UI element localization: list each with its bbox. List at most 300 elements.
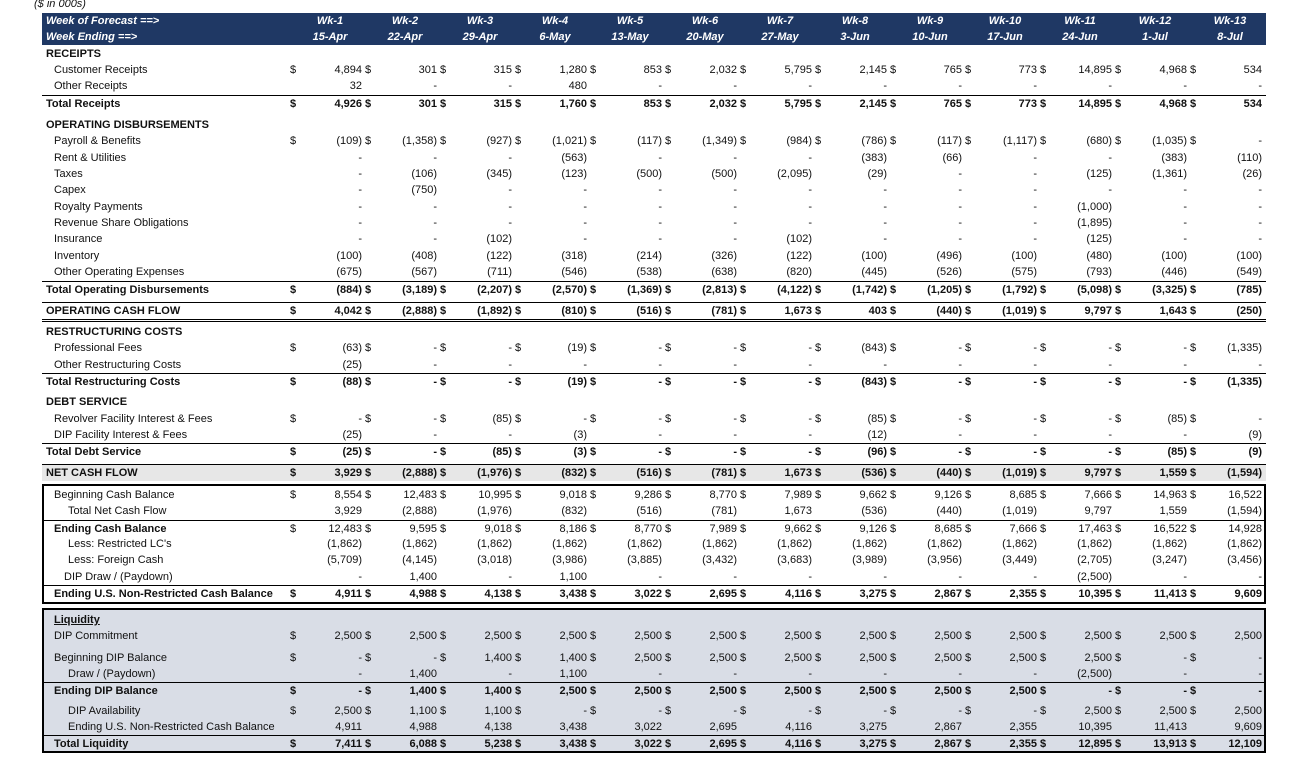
value-cell: 9,595 [409, 523, 437, 535]
value-cell: 2,695 [709, 738, 737, 750]
value-cell: 2,500 [334, 705, 362, 717]
dollar-sign: $ [365, 305, 372, 317]
dollar-sign: $ [290, 135, 297, 147]
value-cell: 1,400 [484, 685, 512, 697]
value-cell: (214) [636, 250, 662, 262]
value-cell: - [508, 429, 512, 441]
row-label: Rent & Utilities [54, 152, 127, 164]
value-cell: (516) [636, 467, 662, 479]
value-cell: (516) [636, 505, 662, 517]
value-cell: (516) [636, 305, 662, 317]
value-cell: - [358, 184, 362, 196]
dollar-sign: $ [515, 135, 522, 147]
dollar-sign: $ [365, 413, 372, 425]
header-week-13: Wk-13 [1213, 15, 1247, 27]
value-cell: - [583, 359, 587, 371]
dollar-sign: $ [290, 342, 297, 354]
dollar-sign: $ [515, 342, 522, 354]
value-cell: - [433, 201, 437, 213]
dollar-sign: $ [440, 305, 447, 317]
value-cell: - [433, 376, 437, 388]
value-cell: 1,400 [409, 668, 437, 680]
value-cell: - [1183, 685, 1187, 697]
value-cell: - [358, 168, 362, 180]
value-cell: - [958, 217, 962, 229]
value-cell: - [883, 184, 887, 196]
row-label: Other Operating Expenses [54, 266, 185, 278]
value-cell: 2,500 [934, 652, 962, 664]
value-cell: (4,122) [777, 284, 812, 296]
value-cell: 2,500 [1009, 630, 1037, 642]
table-row [42, 215, 1266, 231]
value-cell: - [658, 705, 662, 717]
header-week-3: Wk-3 [466, 15, 494, 27]
value-cell: (383) [861, 152, 887, 164]
value-cell: (1,862) [1227, 538, 1262, 550]
dollar-sign: $ [890, 738, 897, 750]
dollar-sign: $ [590, 284, 597, 296]
value-cell: - [808, 217, 812, 229]
value-cell: 4,988 [409, 588, 437, 600]
value-cell: (63) [342, 342, 362, 354]
value-cell: - [358, 413, 362, 425]
dollar-sign: $ [740, 467, 747, 479]
value-cell: - [958, 668, 962, 680]
value-cell: 2,500 [634, 652, 662, 664]
header-forecast-label: Week of Forecast ==> [46, 15, 160, 27]
dollar-sign: $ [1115, 652, 1122, 664]
value-cell: (100) [1236, 250, 1262, 262]
dollar-sign: $ [515, 685, 522, 697]
value-cell: 9,797 [1084, 505, 1112, 517]
value-cell: - [808, 429, 812, 441]
dollar-sign: $ [815, 413, 822, 425]
dollar-sign: $ [590, 489, 597, 501]
value-cell: (810) [561, 305, 587, 317]
dollar-sign: $ [365, 135, 372, 147]
row-label: Less: Restricted LC's [68, 538, 172, 550]
value-cell: 3,022 [634, 588, 662, 600]
value-cell: (1,862) [627, 538, 662, 550]
dollar-sign: $ [365, 588, 372, 600]
table-row [42, 357, 1266, 373]
value-cell: 1,400 [409, 571, 437, 583]
value-cell: - [1258, 668, 1262, 680]
value-cell: 2,500 [559, 685, 587, 697]
table-row [42, 199, 1266, 215]
value-cell: - [733, 201, 737, 213]
dollar-sign: $ [365, 376, 372, 388]
value-cell: 3,929 [334, 505, 362, 517]
dollar-sign: $ [290, 523, 297, 535]
table-row [42, 166, 1266, 182]
dollar-sign: $ [1040, 467, 1047, 479]
value-cell: (1,976) [477, 467, 512, 479]
dollar-sign: $ [890, 630, 897, 642]
dollar-sign: $ [665, 305, 672, 317]
value-cell: (12) [867, 429, 887, 441]
value-cell: (102) [786, 233, 812, 245]
value-cell: (785) [1236, 284, 1262, 296]
value-cell: (445) [861, 266, 887, 278]
dollar-sign: $ [515, 376, 522, 388]
value-cell: - [658, 376, 662, 388]
value-cell: 2,500 [1009, 685, 1037, 697]
value-cell: - [1183, 571, 1187, 583]
value-cell: - [883, 571, 887, 583]
value-cell: 9,018 [559, 489, 587, 501]
value-cell: - [808, 152, 812, 164]
dollar-sign: $ [1190, 588, 1197, 600]
value-cell: - [1108, 429, 1112, 441]
dollar-sign: $ [1040, 446, 1047, 458]
dollar-sign: $ [665, 376, 672, 388]
dollar-sign: $ [740, 738, 747, 750]
dollar-sign: $ [590, 342, 597, 354]
value-cell: 2,500 [1159, 630, 1187, 642]
dollar-sign: $ [740, 685, 747, 697]
value-cell: - [658, 80, 662, 92]
dollar-sign: $ [290, 376, 297, 388]
value-cell: (3,432) [702, 554, 737, 566]
value-cell: (1,361) [1152, 168, 1187, 180]
value-cell: - [658, 429, 662, 441]
dollar-sign: $ [365, 489, 372, 501]
header-week-11: Wk-11 [1064, 15, 1096, 27]
dollar-sign: $ [740, 305, 747, 317]
dollar-sign: $ [815, 489, 822, 501]
dollar-sign: $ [365, 446, 372, 458]
dollar-sign: $ [365, 342, 372, 354]
dollar-sign: $ [590, 446, 597, 458]
value-cell: (1,021) [552, 135, 587, 147]
dollar-sign: $ [1115, 523, 1122, 535]
dollar-sign: $ [965, 630, 972, 642]
value-cell: - [658, 152, 662, 164]
value-cell: (1,976) [477, 505, 512, 517]
value-cell: - [883, 80, 887, 92]
value-cell: (25) [342, 429, 362, 441]
dollar-sign: $ [590, 376, 597, 388]
value-cell: 9,126 [859, 523, 887, 535]
dollar-sign: $ [740, 284, 747, 296]
value-cell: 2,500 [784, 685, 812, 697]
value-cell: - [508, 571, 512, 583]
dollar-sign: $ [815, 588, 822, 600]
value-cell: - [1033, 201, 1037, 213]
dollar-sign: $ [965, 376, 972, 388]
value-cell: - [1033, 413, 1037, 425]
value-cell: 2,500 [484, 630, 512, 642]
value-cell: (1,862) [477, 538, 512, 550]
value-cell: 3,275 [859, 721, 887, 733]
value-cell: 2,500 [1084, 652, 1112, 664]
value-cell: (538) [636, 266, 662, 278]
value-cell: (3) [573, 429, 587, 441]
value-cell: 2,500 [634, 685, 662, 697]
value-cell: 853 [643, 64, 662, 76]
value-cell: (2,095) [777, 168, 812, 180]
dollar-sign: $ [815, 738, 822, 750]
value-cell: - [1258, 413, 1262, 425]
value-cell: (3,956) [927, 554, 962, 566]
dollar-sign: $ [1040, 413, 1047, 425]
dollar-sign: $ [815, 523, 822, 535]
dollar-sign: $ [515, 64, 522, 76]
value-cell: 2,867 [934, 721, 962, 733]
dollar-sign: $ [665, 489, 672, 501]
value-cell: (1,117) [1002, 135, 1037, 147]
value-cell: 4,138 [484, 588, 512, 600]
dollar-sign: $ [965, 284, 972, 296]
dollar-sign: $ [515, 413, 522, 425]
row-label: Total Net Cash Flow [68, 505, 167, 517]
value-cell: - [433, 80, 437, 92]
header-date-9: 10-Jun [912, 31, 948, 43]
value-cell: 14,895 [1078, 98, 1112, 110]
value-cell: (326) [711, 250, 737, 262]
dollar-sign: $ [1040, 98, 1047, 110]
value-cell: - [1258, 201, 1262, 213]
header-week-5: Wk-5 [616, 15, 644, 27]
table-row [42, 182, 1266, 198]
value-cell: 6,088 [409, 738, 437, 750]
value-cell: 2,500 [709, 652, 737, 664]
dollar-sign: $ [590, 64, 597, 76]
dollar-sign: $ [590, 305, 597, 317]
value-cell: (88) [342, 376, 362, 388]
header-date-8: 3-Jun [840, 31, 870, 43]
liquidity-box [42, 608, 1266, 753]
value-cell: 9,662 [784, 523, 812, 535]
value-cell: - [808, 359, 812, 371]
value-cell: 4,911 [335, 588, 362, 600]
value-cell: (250) [1236, 305, 1262, 317]
value-cell: - [1183, 359, 1187, 371]
dollar-sign: $ [1115, 446, 1122, 458]
unit-note: ($ in 000s) [34, 0, 86, 10]
value-cell: 2,145 [859, 98, 887, 110]
value-cell: (3,885) [627, 554, 662, 566]
value-cell: (500) [636, 168, 662, 180]
value-cell: 10,395 [1078, 588, 1112, 600]
dollar-sign: $ [590, 135, 597, 147]
value-cell: - [883, 201, 887, 213]
value-cell: - [1108, 359, 1112, 371]
value-cell: 534 [1243, 64, 1262, 76]
dollar-sign: $ [440, 652, 447, 664]
value-cell: 8,685 [1009, 489, 1037, 501]
dollar-sign: $ [740, 446, 747, 458]
value-cell: - [958, 80, 962, 92]
row-label: Liquidity [54, 614, 100, 626]
dollar-sign: $ [815, 705, 822, 717]
value-cell: 3,438 [559, 721, 587, 733]
dollar-sign: $ [1040, 342, 1047, 354]
value-cell: - [358, 233, 362, 245]
value-cell: (3) [573, 446, 587, 458]
value-cell: - [433, 233, 437, 245]
value-cell: (1,895) [1077, 217, 1112, 229]
dollar-sign: $ [515, 305, 522, 317]
dollar-sign: $ [1190, 705, 1197, 717]
dollar-sign: $ [515, 705, 522, 717]
header-date-3: 29-Apr [462, 31, 498, 43]
value-cell: (3,189) [402, 284, 437, 296]
value-cell: - [433, 446, 437, 458]
value-cell: 3,438 [559, 738, 587, 750]
dollar-sign: $ [665, 135, 672, 147]
value-cell: (117) [937, 135, 962, 147]
dollar-sign: $ [890, 284, 897, 296]
value-cell: (125) [1086, 233, 1112, 245]
dollar-sign: $ [740, 630, 747, 642]
value-cell: - [1183, 217, 1187, 229]
dollar-sign: $ [1190, 135, 1197, 147]
value-cell: 16,522 [1228, 489, 1262, 501]
row-label: DIP Facility Interest & Fees [54, 429, 188, 441]
value-cell: (1,792) [1002, 284, 1037, 296]
value-cell: 2,500 [559, 630, 587, 642]
dollar-sign: $ [290, 738, 297, 750]
value-cell: (1,335) [1227, 376, 1262, 388]
dollar-sign: $ [665, 738, 672, 750]
value-cell: (984) [786, 135, 812, 147]
value-cell: 1,643 [1159, 305, 1187, 317]
value-cell: (2,570) [552, 284, 587, 296]
value-cell: (480) [1086, 250, 1112, 262]
value-cell: (2,888) [402, 505, 437, 517]
header-week-10: Wk-10 [988, 15, 1022, 27]
value-cell: 8,685 [934, 523, 962, 535]
dollar-sign: $ [1040, 685, 1047, 697]
value-cell: - [733, 446, 737, 458]
dollar-sign: $ [740, 64, 747, 76]
value-cell: - [658, 217, 662, 229]
value-cell: (536) [861, 467, 887, 479]
row-label: Total Restructuring Costs [46, 376, 181, 388]
dollar-sign: $ [290, 98, 297, 110]
value-cell: 4,116 [785, 721, 812, 733]
table-row [42, 46, 1266, 62]
value-cell: 2,500 [934, 685, 962, 697]
value-cell: (546) [561, 266, 587, 278]
value-cell: (1,862) [552, 538, 587, 550]
dollar-sign: $ [1040, 705, 1047, 717]
row-label: OPERATING CASH FLOW [46, 305, 181, 317]
value-cell: (496) [936, 250, 962, 262]
value-cell: 2,500 [859, 630, 887, 642]
value-cell: (575) [1011, 266, 1037, 278]
dollar-sign: $ [665, 446, 672, 458]
header-date-6: 20-May [686, 31, 724, 43]
value-cell: (9) [1248, 446, 1262, 458]
value-cell: - [958, 168, 962, 180]
value-cell: 12,483 [403, 489, 437, 501]
value-cell: 480 [568, 80, 587, 92]
value-cell: - [1033, 359, 1037, 371]
dollar-sign: $ [440, 413, 447, 425]
value-cell: (1,369) [627, 284, 662, 296]
value-cell: 2,500 [1084, 630, 1112, 642]
value-cell: 5,795 [784, 98, 812, 110]
dollar-sign: $ [590, 413, 597, 425]
value-cell: - [1033, 217, 1037, 229]
dollar-sign: $ [290, 305, 297, 317]
header-week-12: Wk-12 [1138, 15, 1172, 27]
value-cell: 9,797 [1084, 467, 1112, 479]
value-cell: (1,862) [852, 538, 887, 550]
value-cell: - [958, 184, 962, 196]
value-cell: (1,862) [1152, 538, 1187, 550]
value-cell: 3,022 [634, 738, 662, 750]
dollar-sign: $ [1115, 305, 1122, 317]
value-cell: 5,238 [484, 738, 512, 750]
value-cell: 11,413 [1154, 721, 1187, 733]
value-cell: (19) [567, 342, 587, 354]
value-cell: 2,032 [709, 64, 737, 76]
value-cell: - [1033, 705, 1037, 717]
dollar-sign: $ [890, 98, 897, 110]
row-label: Insurance [54, 233, 103, 245]
value-cell: (2,705) [1077, 554, 1112, 566]
value-cell: 17,463 [1078, 523, 1112, 535]
dollar-sign: $ [665, 630, 672, 642]
header-week-6: Wk-6 [691, 15, 719, 27]
dollar-sign: $ [1040, 588, 1047, 600]
value-cell: - [433, 413, 437, 425]
value-cell: (781) [711, 467, 737, 479]
dollar-sign: $ [515, 630, 522, 642]
dollar-sign: $ [890, 342, 897, 354]
value-cell: 1,673 [784, 505, 812, 517]
value-cell: - [508, 201, 512, 213]
row-label: Other Receipts [54, 80, 128, 92]
dollar-sign: $ [1190, 489, 1197, 501]
value-cell: 2,500 [1234, 630, 1262, 642]
value-cell: - [433, 652, 437, 664]
dollar-sign: $ [440, 98, 447, 110]
dollar-sign: $ [440, 523, 447, 535]
value-cell: - [1183, 184, 1187, 196]
row-label: Total Receipts [46, 98, 121, 110]
value-cell: - [358, 201, 362, 213]
dollar-sign: $ [815, 376, 822, 388]
value-cell: - [808, 571, 812, 583]
value-cell: 8,770 [709, 489, 737, 501]
value-cell: - [1108, 413, 1112, 425]
value-cell: (26) [1242, 168, 1262, 180]
dollar-sign: $ [440, 64, 447, 76]
value-cell: - [883, 705, 887, 717]
value-cell: - [1108, 80, 1112, 92]
value-cell: (3,449) [1002, 554, 1037, 566]
dollar-sign: $ [515, 588, 522, 600]
value-cell: 1,673 [784, 305, 812, 317]
dollar-sign: $ [740, 342, 747, 354]
header-date-11: 24-Jun [1062, 31, 1098, 43]
value-cell: - [733, 376, 737, 388]
value-cell: (563) [561, 152, 587, 164]
value-cell: - [1183, 342, 1187, 354]
dollar-sign: $ [1115, 98, 1122, 110]
value-cell: 4,116 [785, 588, 812, 600]
value-cell: - [733, 571, 737, 583]
dollar-sign: $ [1190, 342, 1197, 354]
dollar-sign: $ [1115, 467, 1122, 479]
dollar-sign: $ [740, 652, 747, 664]
dollar-sign: $ [665, 588, 672, 600]
